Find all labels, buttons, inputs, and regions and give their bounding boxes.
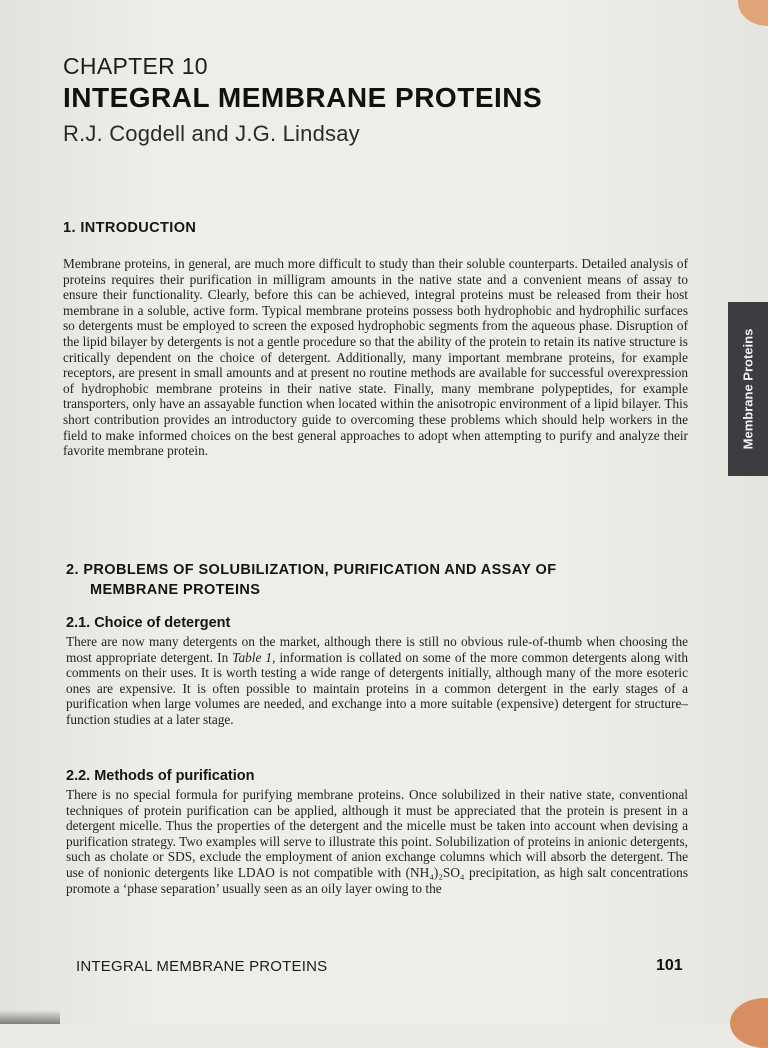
page-shadow [0,1010,60,1024]
section-heading-problems [66,560,556,600]
detergent-text-part1: There are now many detergents on the market, although there is still no obvious rule-of-thumb when choosing the most appropriate detergent. In [66,634,688,665]
introduction-text: Membrane proteins, in general, are much more difficult to study than their soluble counterparts. Detailed analysis of proteins requires their purification in milligram amounts in the native state and a convenient means of assay to ensure their functionality. Clearly, before this can be achieved, integral proteins must be released from their host membrane in a soluble, active form. Typical membrane proteins possess both hydrophobic and hydrophilic surfaces so detergents must be employed to screen the exposed hydrophobic segments from the aqueous phase. Disruption of the lipid bilayer by detergents is not a gentle procedure so that the ability of the protein to retain its native structure is critically dependent on the choice of detergent. Additionally, many important membrane proteins, for example receptors, are present in small amounts and at present no routine methods are available for successful overexpression of hydrophobic membrane proteins in their native state. Finally, many membrane polypeptides, for example transporters, only have an assayable function when located within the anisotropic environment of a lipid bilayer. This short contribution provides an introductory guide to overcoming these problems which should help workers in the field to make informed choices on the best general approaches to adopt when attempting to purify and analyze their favorite membrane protein. [63,256,688,459]
side-tab-label: Membrane Proteins [740,328,756,450]
detergent-text [66,634,688,728]
table-reference: Table 1 [232,649,273,665]
chapter-title: INTEGRAL MEMBRANE PROTEINS [63,82,543,113]
subsection-heading-detergent: 2.1. Choice of detergent [66,615,231,631]
introduction-paragraph [63,256,688,459]
section-heading-problems-line1: 2. PROBLEMS OF SOLUBILIZATION, PURIFICATION AND ASSAY OF [66,562,557,578]
section-side-tab [728,302,768,476]
section-heading-problems-line2: MEMBRANE PROTEINS [90,582,261,598]
subsection-heading-purification: 2.2. Methods of purification [66,768,255,784]
purification-paragraph [66,787,688,896]
purification-text: There is no special formula for purifying membrane proteins. Once solubilized in their native state, conventional techniques of protein purification can be applied, although it must be appreciated that the protein is present in a detergent micelle. Thus the properties of the detergent and the micelle must be taken into account when devising a purification strategy. Two examples will serve to illustrate this point. Solubilization of proteins in anionic detergents, such as cholate or SDS, exclude the employment of anion exchange columns which will absorb the detergent. The use of nonionic detergents like LDAO is not compatible with (NH₄)₂SO₄ precipitation, as high salt concentrations promote a ‘phase separation’ usually seen as an oily layer owing to the [66,787,688,896]
page-number: 101 [656,957,683,974]
detergent-text-part2: , information is collated on some of the more common detergents along with comments on their uses. It is worth testing a wide range of detergents initially, although many of the more esoteric ones are expensive. It is often possible to maintain proteins in a common detergent in the early stages of a purification when large volumes are needed, and exchange into a more suitable (expensive) detergent for structure–function studies at a later stage. [66,649,688,727]
thumb-bottom [730,998,768,1048]
running-footer-title: INTEGRAL MEMBRANE PROTEINS [76,958,328,975]
section-heading-introduction: 1. INTRODUCTION [63,220,197,236]
thumb-top [738,0,768,26]
chapter-label: CHAPTER 10 [63,53,208,79]
detergent-paragraph [66,634,688,728]
chapter-authors: R.J. Cogdell and J.G. Lindsay [63,121,360,146]
